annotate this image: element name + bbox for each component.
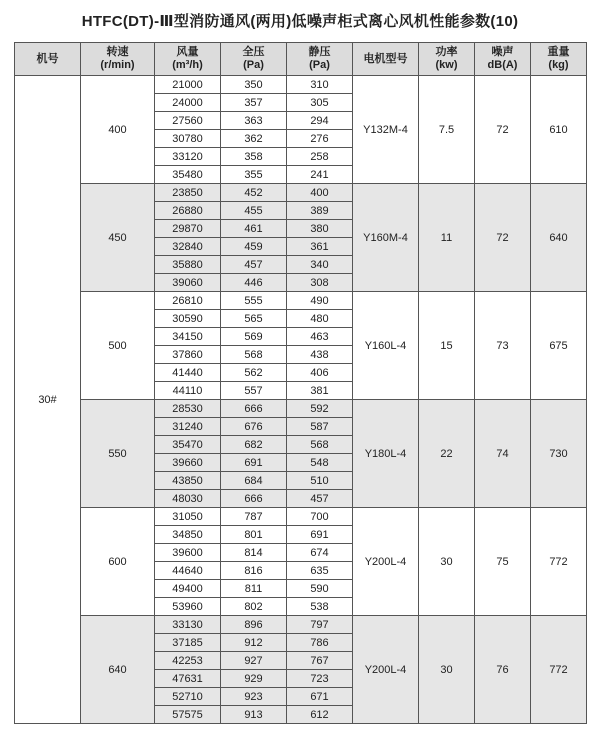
static-pressure-cell: 310: [287, 76, 353, 94]
static-pressure-cell: 590: [287, 580, 353, 598]
total-pressure-cell: 362: [221, 130, 287, 148]
total-pressure-cell: 565: [221, 310, 287, 328]
airflow-cell: 35470: [155, 436, 221, 454]
total-pressure-cell: 446: [221, 274, 287, 292]
static-pressure-cell: 406: [287, 364, 353, 382]
weight-cell: 675: [531, 292, 587, 400]
header-static-pressure: 静压 (Pa): [287, 43, 353, 76]
total-pressure-cell: 676: [221, 418, 287, 436]
airflow-cell: 30780: [155, 130, 221, 148]
airflow-cell: 26880: [155, 202, 221, 220]
airflow-cell: 32840: [155, 238, 221, 256]
weight-cell: 772: [531, 508, 587, 616]
airflow-cell: 49400: [155, 580, 221, 598]
static-pressure-cell: 797: [287, 616, 353, 634]
table-row: [15, 400, 587, 418]
static-pressure-cell: 380: [287, 220, 353, 238]
motor-cell: Y200L-4: [353, 616, 419, 724]
static-pressure-cell: 276: [287, 130, 353, 148]
static-pressure-cell: 305: [287, 94, 353, 112]
airflow-cell: 37185: [155, 634, 221, 652]
total-pressure-cell: 568: [221, 346, 287, 364]
table-row: [15, 76, 587, 94]
total-pressure-cell: 814: [221, 544, 287, 562]
static-pressure-cell: 463: [287, 328, 353, 346]
airflow-cell: 41440: [155, 364, 221, 382]
airflow-cell: 29870: [155, 220, 221, 238]
total-pressure-cell: 666: [221, 400, 287, 418]
total-pressure-cell: 666: [221, 490, 287, 508]
motor-cell: Y160L-4: [353, 292, 419, 400]
weight-cell: 772: [531, 616, 587, 724]
total-pressure-cell: 350: [221, 76, 287, 94]
static-pressure-cell: 510: [287, 472, 353, 490]
static-pressure-cell: 340: [287, 256, 353, 274]
static-pressure-cell: 674: [287, 544, 353, 562]
noise-cell: 76: [475, 616, 531, 724]
airflow-cell: 21000: [155, 76, 221, 94]
total-pressure-cell: 461: [221, 220, 287, 238]
total-pressure-cell: 355: [221, 166, 287, 184]
static-pressure-cell: 308: [287, 274, 353, 292]
total-pressure-cell: 684: [221, 472, 287, 490]
total-pressure-cell: 557: [221, 382, 287, 400]
static-pressure-cell: 538: [287, 598, 353, 616]
airflow-cell: 24000: [155, 94, 221, 112]
total-pressure-cell: 927: [221, 652, 287, 670]
total-pressure-cell: 802: [221, 598, 287, 616]
noise-cell: 73: [475, 292, 531, 400]
noise-cell: 75: [475, 508, 531, 616]
static-pressure-cell: 548: [287, 454, 353, 472]
airflow-cell: 23850: [155, 184, 221, 202]
static-pressure-cell: 241: [287, 166, 353, 184]
total-pressure-cell: 787: [221, 508, 287, 526]
header-model-no: 机号: [15, 43, 81, 76]
static-pressure-cell: 361: [287, 238, 353, 256]
total-pressure-cell: 459: [221, 238, 287, 256]
table-row: [15, 184, 587, 202]
airflow-cell: 30590: [155, 310, 221, 328]
airflow-cell: 44110: [155, 382, 221, 400]
airflow-cell: 28530: [155, 400, 221, 418]
static-pressure-cell: 400: [287, 184, 353, 202]
airflow-cell: 39060: [155, 274, 221, 292]
airflow-cell: 26810: [155, 292, 221, 310]
power-cell: 30: [419, 508, 475, 616]
total-pressure-cell: 816: [221, 562, 287, 580]
total-pressure-cell: 363: [221, 112, 287, 130]
total-pressure-cell: 896: [221, 616, 287, 634]
noise-cell: 72: [475, 76, 531, 184]
power-cell: 7.5: [419, 76, 475, 184]
static-pressure-cell: 438: [287, 346, 353, 364]
static-pressure-cell: 786: [287, 634, 353, 652]
speed-cell: 640: [81, 616, 155, 724]
page-title: HTFC(DT)-Ⅲ型消防通风(两用)低噪声柜式离心风机性能参数(10): [81, 13, 519, 30]
airflow-cell: 31240: [155, 418, 221, 436]
static-pressure-cell: 457: [287, 490, 353, 508]
static-pressure-cell: 490: [287, 292, 353, 310]
table-row: [15, 508, 587, 526]
header-total-pressure: 全压 (Pa): [221, 43, 287, 76]
header-weight: 重量 (kg): [531, 43, 587, 76]
speed-cell: 600: [81, 508, 155, 616]
airflow-cell: 39660: [155, 454, 221, 472]
table-body: [15, 76, 587, 724]
airflow-cell: 37860: [155, 346, 221, 364]
total-pressure-cell: 913: [221, 706, 287, 724]
total-pressure-cell: 455: [221, 202, 287, 220]
total-pressure-cell: 811: [221, 580, 287, 598]
total-pressure-cell: 569: [221, 328, 287, 346]
airflow-cell: 44640: [155, 562, 221, 580]
total-pressure-cell: 457: [221, 256, 287, 274]
static-pressure-cell: 723: [287, 670, 353, 688]
noise-cell: 74: [475, 400, 531, 508]
speed-cell: 500: [81, 292, 155, 400]
header-speed: 转速 (r/min): [81, 43, 155, 76]
header-airflow: 风量 (m³/h): [155, 43, 221, 76]
table-row: [15, 616, 587, 634]
static-pressure-cell: 691: [287, 526, 353, 544]
total-pressure-cell: 912: [221, 634, 287, 652]
weight-cell: 610: [531, 76, 587, 184]
speed-cell: 400: [81, 76, 155, 184]
static-pressure-cell: 671: [287, 688, 353, 706]
table-header-row: [15, 43, 587, 76]
static-pressure-cell: 381: [287, 382, 353, 400]
static-pressure-cell: 294: [287, 112, 353, 130]
airflow-cell: 27560: [155, 112, 221, 130]
power-cell: 11: [419, 184, 475, 292]
static-pressure-cell: 592: [287, 400, 353, 418]
total-pressure-cell: 682: [221, 436, 287, 454]
total-pressure-cell: 357: [221, 94, 287, 112]
motor-cell: Y200L-4: [353, 508, 419, 616]
airflow-cell: 34850: [155, 526, 221, 544]
static-pressure-cell: 568: [287, 436, 353, 454]
static-pressure-cell: 587: [287, 418, 353, 436]
total-pressure-cell: 562: [221, 364, 287, 382]
total-pressure-cell: 358: [221, 148, 287, 166]
airflow-cell: 39600: [155, 544, 221, 562]
total-pressure-cell: 555: [221, 292, 287, 310]
airflow-cell: 52710: [155, 688, 221, 706]
power-cell: 30: [419, 616, 475, 724]
model-no-cell: 30#: [15, 76, 81, 724]
airflow-cell: 31050: [155, 508, 221, 526]
airflow-cell: 53960: [155, 598, 221, 616]
total-pressure-cell: 801: [221, 526, 287, 544]
airflow-cell: 33120: [155, 148, 221, 166]
motor-cell: Y160M-4: [353, 184, 419, 292]
airflow-cell: 33130: [155, 616, 221, 634]
airflow-cell: 42253: [155, 652, 221, 670]
airflow-cell: 34150: [155, 328, 221, 346]
total-pressure-cell: 929: [221, 670, 287, 688]
static-pressure-cell: 258: [287, 148, 353, 166]
weight-cell: 640: [531, 184, 587, 292]
power-cell: 15: [419, 292, 475, 400]
performance-table: [14, 42, 587, 724]
airflow-cell: 48030: [155, 490, 221, 508]
static-pressure-cell: 389: [287, 202, 353, 220]
static-pressure-cell: 767: [287, 652, 353, 670]
total-pressure-cell: 452: [221, 184, 287, 202]
speed-cell: 550: [81, 400, 155, 508]
header-power: 功率 (kw): [419, 43, 475, 76]
motor-cell: Y180L-4: [353, 400, 419, 508]
header-motor: 电机型号: [353, 43, 419, 76]
speed-cell: 450: [81, 184, 155, 292]
weight-cell: 730: [531, 400, 587, 508]
static-pressure-cell: 480: [287, 310, 353, 328]
airflow-cell: 35480: [155, 166, 221, 184]
static-pressure-cell: 635: [287, 562, 353, 580]
airflow-cell: 47631: [155, 670, 221, 688]
motor-cell: Y132M-4: [353, 76, 419, 184]
airflow-cell: 43850: [155, 472, 221, 490]
noise-cell: 72: [475, 184, 531, 292]
total-pressure-cell: 923: [221, 688, 287, 706]
power-cell: 22: [419, 400, 475, 508]
table-row: [15, 292, 587, 310]
header-noise: 噪声 dB(A): [475, 43, 531, 76]
total-pressure-cell: 691: [221, 454, 287, 472]
static-pressure-cell: 700: [287, 508, 353, 526]
airflow-cell: 35880: [155, 256, 221, 274]
static-pressure-cell: 612: [287, 706, 353, 724]
airflow-cell: 57575: [155, 706, 221, 724]
